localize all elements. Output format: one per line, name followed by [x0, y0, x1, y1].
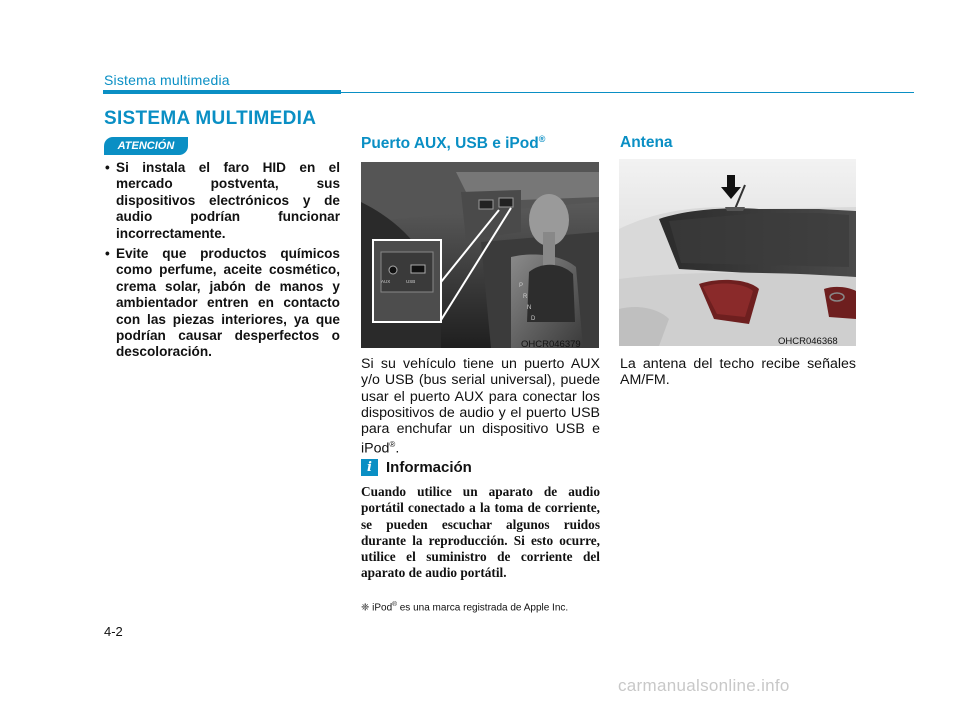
svg-text:R: R	[523, 294, 528, 300]
aux-body: Si su vehículo tiene un puerto AUX y/o USB (bus serial universal), puede usar el puerto AUX para conectar los dispositivos de audio y el puerto USB para enchufar un dispositivo USB e iPod®.	[361, 356, 600, 458]
inset-aux-label: AUX	[381, 279, 391, 284]
header-title: Sistema multimedia	[104, 72, 230, 88]
antenna-photo-code: OHCR046368	[778, 336, 838, 347]
warning-list	[104, 160, 340, 365]
info-title: Información	[386, 459, 472, 476]
antenna-photo	[619, 159, 856, 346]
page-number: 4-2	[104, 624, 123, 639]
svg-text:P: P	[519, 283, 524, 289]
footnote: ❈ iPod® es una marca registrada de Apple Inc.	[361, 601, 569, 614]
aux-photo-code: OHCR046379	[521, 339, 581, 350]
header-rule-thin	[341, 92, 914, 93]
console-illustration	[361, 162, 599, 348]
inset-usb-label: USB	[406, 279, 416, 284]
warning-item: • Evite que productos químicos como perfume, aceite cosmético, crema solar, jabón de manos y ambientador entren en contacto con las piezas interiores, ya que podrían causar desperfectos o descoloración.	[104, 246, 340, 361]
header-rule-thick	[103, 90, 341, 94]
svg-text:N: N	[527, 305, 532, 311]
warning-badge: ATENCIÓN	[104, 137, 188, 155]
warning-item: • Si instala el faro HID en el mercado postventa, sus dispositivos electrónicos y de audio podrían funcionar incorrectamente.	[104, 160, 340, 242]
console-photo	[361, 162, 599, 348]
aux-section-title: Puerto AUX, USB e iPod®	[361, 134, 546, 153]
watermark: carmanualsonline.info	[618, 676, 790, 695]
section-title: SISTEMA MULTIMEDIA	[104, 108, 317, 129]
antenna-body: La antena del techo recibe señales AM/FM.	[620, 356, 856, 389]
info-icon: i	[361, 459, 378, 476]
car-rear-illustration	[619, 159, 856, 346]
svg-text:D: D	[531, 316, 536, 322]
info-text: Cuando utilice un aparato de audio portátil conectado a la toma de corriente, se pueden escuchar algunos ruidos durante la reproducción. Si esto ocurre, utilice el suministro de corriente del aparato de audio portátil.	[361, 484, 600, 581]
antenna-section-title: Antena	[620, 134, 673, 151]
